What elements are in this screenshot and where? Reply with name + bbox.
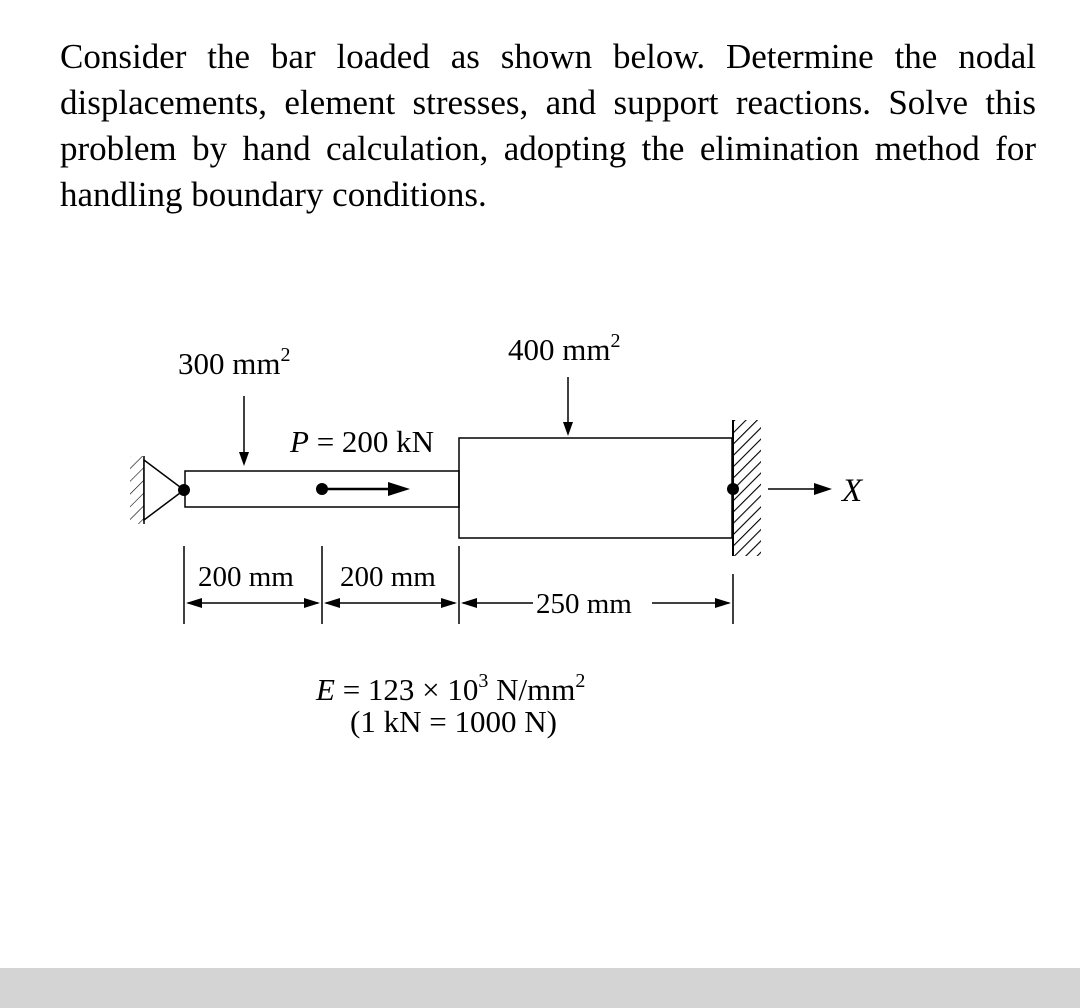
area-arrow-left-head <box>239 452 249 466</box>
dimension-2 <box>324 561 457 608</box>
dimension-1 <box>186 561 320 608</box>
node-1 <box>178 484 190 496</box>
load-arrow-head <box>388 482 410 496</box>
element-large-bar <box>459 438 732 538</box>
area-arrow-right-head <box>563 422 573 436</box>
load-arrow <box>316 482 410 496</box>
modulus-label: $E = 123 \times 10^3$ $N/mm^2$ <box>316 670 586 707</box>
area-label-right: 400 $mm^2$ <box>508 330 621 367</box>
ground-hatch-left <box>130 456 144 524</box>
area-label-left: 300 $mm^2$ <box>178 344 291 381</box>
dimension-2-label: 200 mm <box>340 561 436 593</box>
pin-support <box>130 456 190 524</box>
dimension-3 <box>461 588 731 620</box>
dimension-1-label: 200 mm <box>198 561 294 593</box>
bottom-bar <box>0 968 1080 1008</box>
fixed-wall <box>727 420 761 556</box>
x-axis-arrowhead <box>814 483 832 495</box>
node-3 <box>727 483 739 495</box>
x-axis-label: X <box>842 473 863 509</box>
x-axis <box>768 473 864 509</box>
load-label: P = 200 kN <box>290 424 435 459</box>
problem-statement: Consider the bar loaded as shown below. Determine the nodal displacements, element stresses, and support reactions. Solve this problem by hand calculation, adopting the elimination method for handling boundary conditions. <box>60 37 1036 214</box>
conversion-label: (1 kN = 1000 N) <box>350 704 557 739</box>
dimension-3-label: 250 mm <box>536 588 632 620</box>
